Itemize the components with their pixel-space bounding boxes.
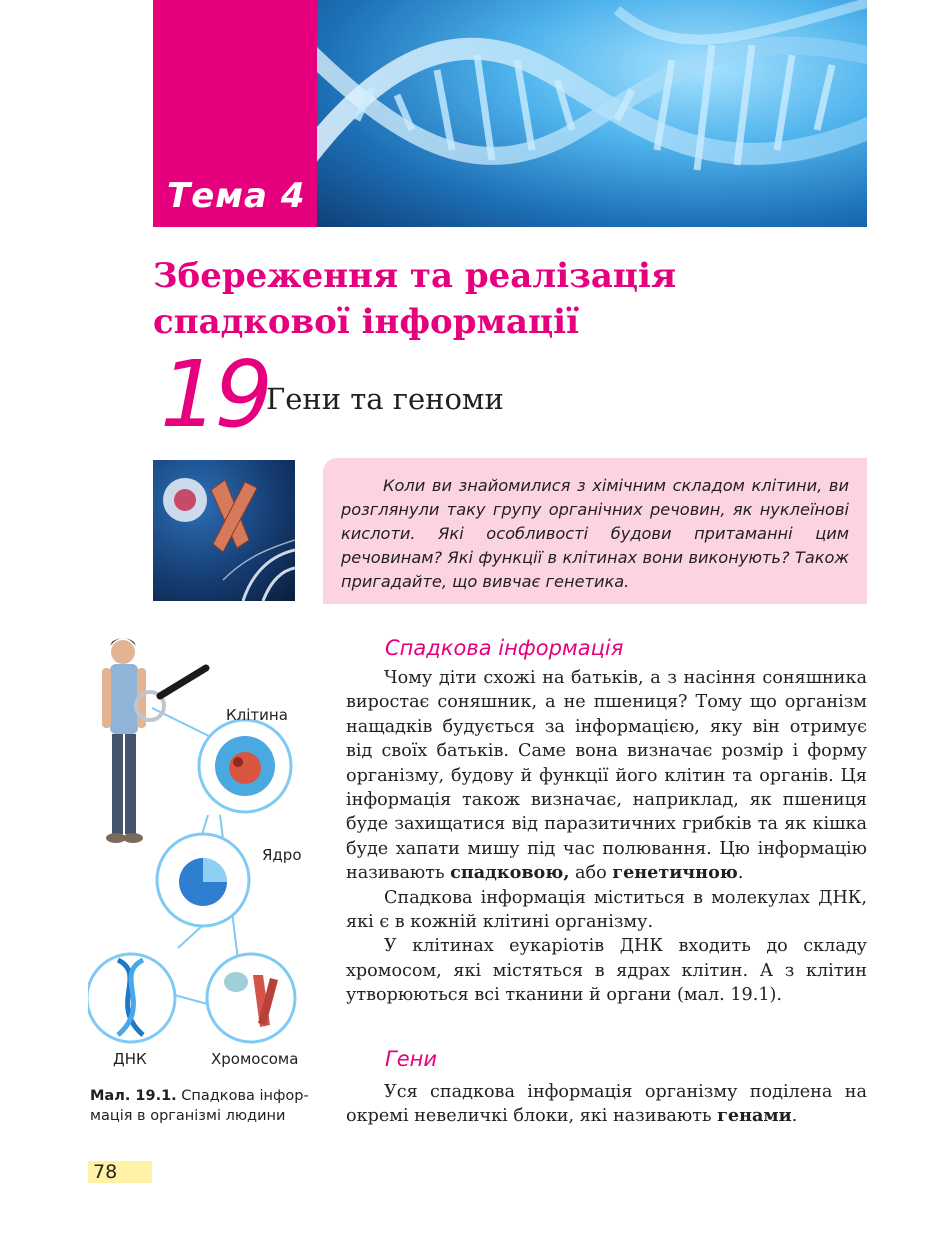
intro-text: Коли ви знайомилися з хімічним складом клітини, ви розглянули таку групу органічних речовин, як нуклеїнові кислоти. Які особливості будови притаманні цим речовинам? Які функції в клітинах вони виконують? Також пригадайте, що вивчає генетика. — [341, 476, 849, 591]
topic-title-line1: Збереження та реалізація — [153, 256, 677, 296]
label-chromosome: Хромосома — [211, 1050, 299, 1068]
genes-paragraph-1: Уся спадкова інформація організму поділена на окремі невеличкі блоки, які називають генами. — [346, 1082, 867, 1127]
paragraph-title: Гени та геноми — [266, 382, 504, 416]
paragraph-number: 19 — [160, 341, 270, 448]
magnifier-icon — [136, 668, 206, 720]
topic-label: Тема 4 — [167, 176, 306, 216]
figure-heredity — [88, 630, 320, 1080]
label-dna: ДНК — [113, 1050, 147, 1068]
caption-line2: мація в організмі людини — [90, 1108, 286, 1124]
section-body-genes — [346, 1080, 867, 1129]
section-heading-heredity: Спадкова інформація — [385, 636, 624, 660]
label-nucleus: Ядро — [262, 846, 302, 864]
topic-title — [153, 253, 853, 345]
heredity-paragraph-1: Чому діти схожі на батьків, а з насіння соняшника виростає соняшник, а не пшениця? Тому що організм нащадків будується за інформацією, яку він отримує від своїх батьків. Саме вона визначає розмір і форму організму, будову й функції його клітин та органів. Ця інформація також визначає, наприклад, як пшениця буде захищатися від паразитичних грибків та як кішка буде хапати мишу під час полювання. Цю інформацію називають спадковою, або генетичною. — [346, 668, 867, 884]
dna-helix-icon — [317, 0, 867, 227]
caption-line1: Спадкова інфор- — [176, 1088, 309, 1104]
section-heading-genes: Гени — [385, 1047, 437, 1071]
topic-banner — [153, 0, 867, 227]
heredity-paragraph-2: Спадкова інформація міститься в молекулах ДНК, які є в кожній клітині організму. — [346, 887, 867, 933]
caption-number: Мал. 19.1. — [90, 1088, 177, 1104]
label-cell: Клітина — [226, 706, 288, 724]
chromosome-cell-icon — [153, 460, 295, 601]
intro-box — [323, 458, 867, 604]
section-body-heredity — [346, 666, 867, 1008]
page-number: 78 — [88, 1161, 152, 1183]
heredity-paragraph-3: У клітинах еукаріотів ДНК входить до складу хромосом, які містяться в ядрах клітин. А з клітин утворюються всі тканини й органи (мал. 19.1). — [346, 936, 867, 1006]
figure-caption — [90, 1086, 322, 1126]
boy-figure — [102, 638, 146, 843]
topic-title-line2: спадкової інформації — [153, 302, 579, 342]
